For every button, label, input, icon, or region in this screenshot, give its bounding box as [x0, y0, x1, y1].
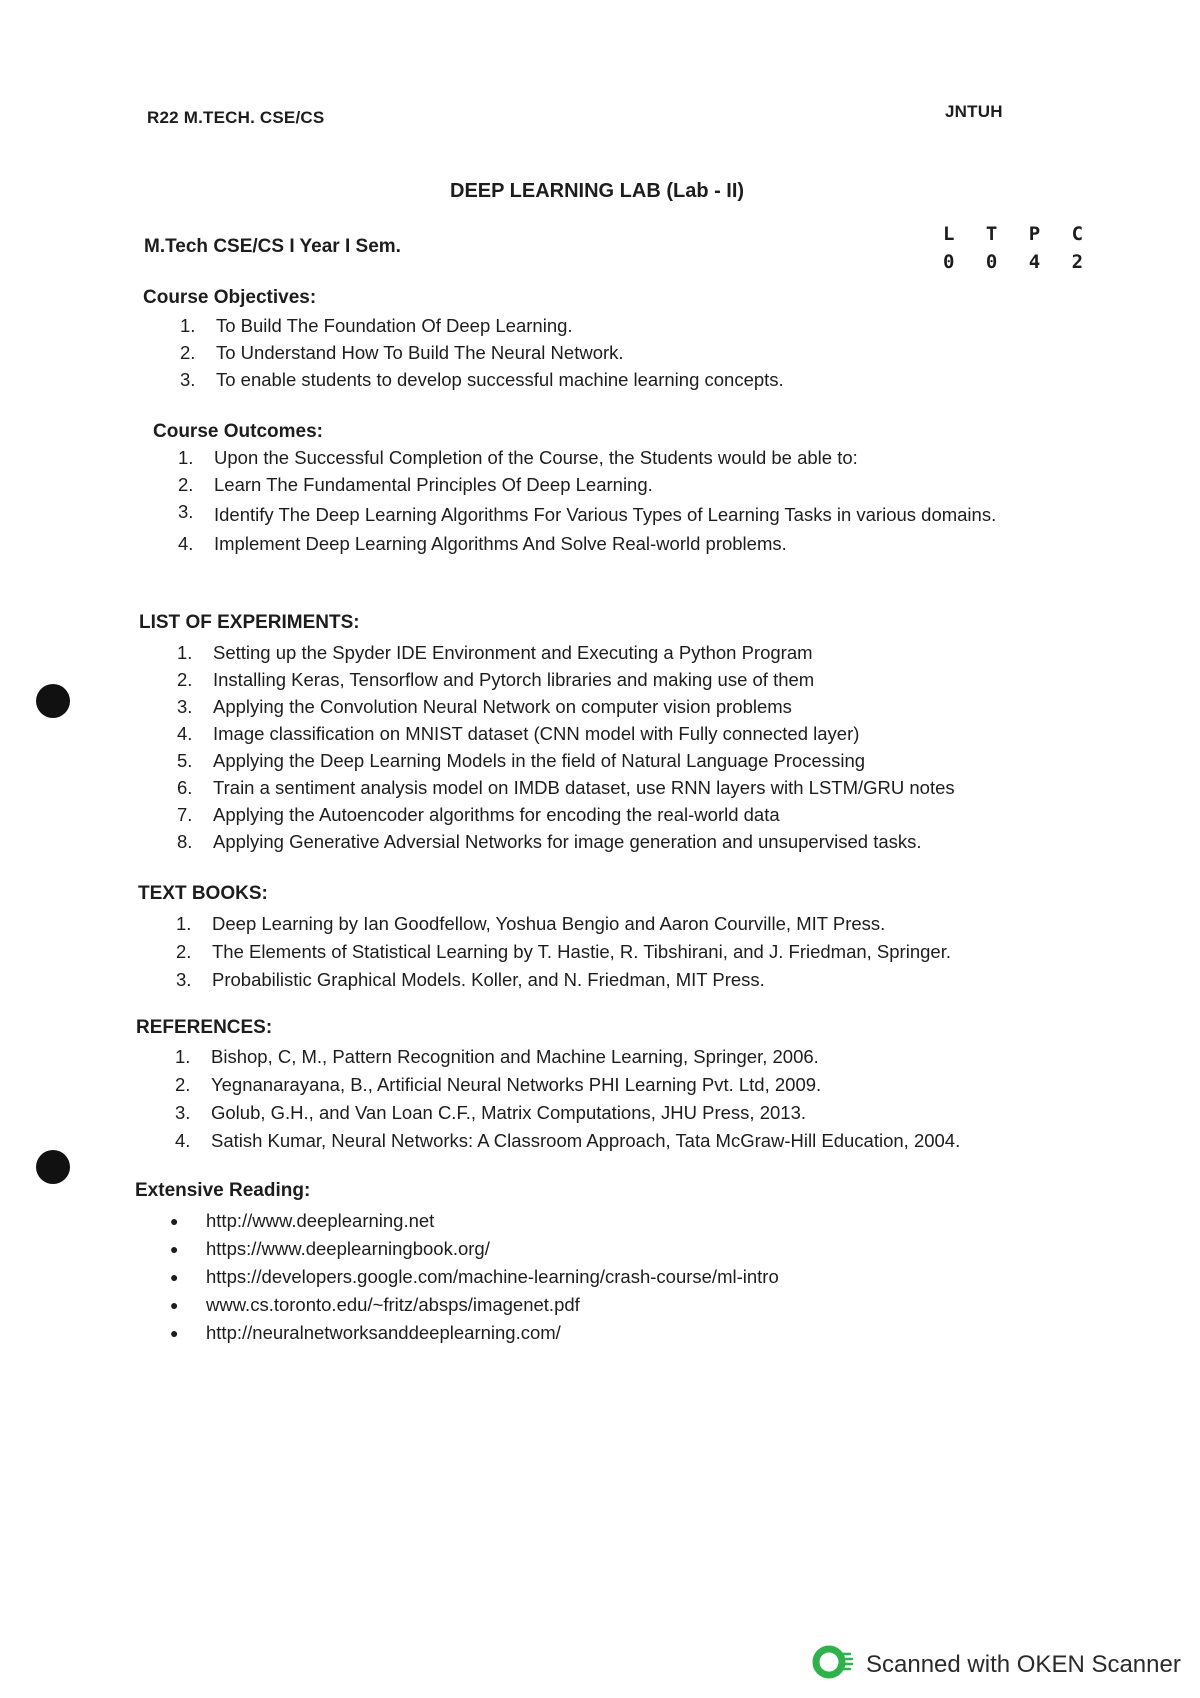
item-number: 5. [177, 750, 193, 771]
bullet-icon: ● [170, 1213, 179, 1229]
item-number: 1. [175, 1046, 191, 1067]
punch-hole-bottom [36, 1150, 70, 1184]
item-number: 4. [175, 1130, 191, 1151]
list-item [177, 804, 1077, 826]
item-text: Applying Generative Adversial Networks for image generation and unsupervised tasks. [213, 831, 922, 852]
list-item [170, 1294, 1070, 1316]
item-text: To Build The Foundation Of Deep Learning. [216, 315, 573, 336]
reading-list [170, 1210, 1070, 1344]
list-item [175, 1130, 1075, 1152]
item-text: Train a sentiment analysis model on IMDB dataset, use RNN layers with LSTM/GRU notes [213, 777, 955, 798]
item-number: 2. [180, 342, 196, 363]
item-text: Bishop, C, M., Pattern Recognition and Machine Learning, Springer, 2006. [211, 1046, 819, 1067]
reading-link[interactable]: http://www.deeplearning.net [206, 1210, 435, 1231]
list-item [180, 342, 1080, 364]
list-item [170, 1210, 1070, 1232]
header-regulation: R22 M.TECH. CSE/CS [147, 108, 325, 127]
item-text: Yegnanarayana, B., Artificial Neural Networks PHI Learning Pvt. Ltd, 2009. [211, 1074, 822, 1095]
list-item [177, 696, 1077, 718]
experiments-heading: LIST OF EXPERIMENTS: [139, 612, 360, 633]
ltpc-values: 0 0 4 2 [943, 251, 1094, 273]
list-item [176, 941, 1076, 963]
item-text: Setting up the Spyder IDE Environment and Executing a Python Program [213, 642, 813, 663]
outcomes-heading: Course Outcomes: [153, 421, 323, 442]
header-university: JNTUH [945, 102, 1003, 121]
item-text: Golub, G.H., and Van Loan C.F., Matrix Computations, JHU Press, 2013. [211, 1102, 807, 1123]
item-number: 6. [177, 777, 193, 798]
list-item [178, 501, 998, 528]
item-number: 2. [176, 941, 192, 962]
item-text: Deep Learning by Ian Goodfellow, Yoshua Bengio and Aaron Courville, MIT Press. [212, 913, 886, 934]
bullet-icon: ● [170, 1297, 179, 1313]
item-number: 3. [178, 501, 194, 522]
outcomes-list [178, 447, 998, 555]
item-text: Identify The Deep Learning Algorithms For Various Types of Learning Tasks in various domains. [214, 504, 997, 525]
reading-heading: Extensive Reading: [135, 1180, 311, 1201]
list-item [176, 913, 1076, 935]
item-text: Applying the Convolution Neural Network on computer vision problems [213, 696, 792, 717]
list-item [175, 1074, 1075, 1096]
reading-link[interactable]: www.cs.toronto.edu/~fritz/absps/imagenet.pdf [206, 1294, 580, 1315]
item-number: 2. [178, 474, 194, 495]
reading-link[interactable]: https://www.deeplearningbook.org/ [206, 1238, 490, 1259]
item-text: Upon the Successful Completion of the Course, the Students would be able to: [214, 447, 858, 468]
list-item [180, 315, 1080, 337]
item-text: Implement Deep Learning Algorithms And Solve Real-world problems. [214, 533, 787, 554]
item-number: 2. [177, 669, 193, 690]
semester-label: M.Tech CSE/CS I Year I Sem. [144, 236, 401, 257]
item-number: 8. [177, 831, 193, 852]
item-number: 3. [177, 696, 193, 717]
objectives-heading: Course Objectives: [143, 287, 317, 308]
item-number: 2. [175, 1074, 191, 1095]
list-item [178, 447, 998, 469]
item-number: 3. [180, 369, 196, 390]
item-text: To enable students to develop successful machine learning concepts. [216, 369, 784, 390]
bullet-icon: ● [170, 1325, 179, 1341]
list-item [177, 750, 1077, 772]
list-item [180, 369, 1080, 391]
item-number: 1. [178, 447, 194, 468]
item-text: To Understand How To Build The Neural Network. [216, 342, 624, 363]
experiments-list [177, 642, 1077, 853]
list-item [175, 1102, 1075, 1124]
item-text: Probabilistic Graphical Models. Koller, and N. Friedman, MIT Press. [212, 969, 765, 990]
item-number: 4. [178, 533, 194, 554]
references-heading: REFERENCES: [136, 1017, 273, 1038]
bullet-icon: ● [170, 1269, 179, 1285]
reading-link[interactable]: http://neuralnetworksanddeeplearning.com/ [206, 1322, 561, 1343]
item-text: Installing Keras, Tensorflow and Pytorch libraries and making use of them [213, 669, 815, 690]
punch-hole-top [36, 684, 70, 718]
list-item [176, 969, 1076, 991]
item-number: 7. [177, 804, 193, 825]
item-number: 3. [176, 969, 192, 990]
list-item [178, 474, 998, 496]
scanner-label: Scanned with OKEN Scanner [866, 1650, 1181, 1678]
item-number: 4. [177, 723, 193, 744]
textbooks-list [176, 913, 1076, 991]
ltpc-labels: L T P C [943, 223, 1094, 245]
item-text: Learn The Fundamental Principles Of Deep Learning. [214, 474, 653, 495]
list-item [177, 642, 1077, 664]
item-number: 1. [180, 315, 196, 336]
page-title: DEEP LEARNING LAB (Lab - II) [450, 180, 745, 202]
list-item [170, 1322, 1070, 1344]
textbooks-heading: TEXT BOOKS: [138, 883, 268, 904]
item-number: 3. [175, 1102, 191, 1123]
list-item [170, 1266, 1070, 1288]
references-list [175, 1046, 1075, 1152]
item-number: 1. [177, 642, 193, 663]
list-item [177, 723, 1077, 745]
list-item [175, 1046, 1075, 1068]
item-text: Applying the Autoencoder algorithms for encoding the real-world data [213, 804, 780, 825]
list-item [177, 669, 1077, 691]
list-item [177, 777, 1077, 799]
oken-scanner-logo-icon [812, 1645, 854, 1684]
item-text: The Elements of Statistical Learning by T. Hastie, R. Tibshirani, and J. Friedman, Springer. [212, 941, 951, 962]
item-number: 1. [176, 913, 192, 934]
scanner-watermark [812, 1645, 1181, 1684]
item-text: Image classification on MNIST dataset (CNN model with Fully connected layer) [213, 723, 860, 744]
list-item [177, 831, 1077, 853]
list-item [178, 533, 998, 555]
item-text: Applying the Deep Learning Models in the field of Natural Language Processing [213, 750, 866, 771]
objectives-list [180, 315, 1080, 391]
item-text: Satish Kumar, Neural Networks: A Classroom Approach, Tata McGraw-Hill Education, 2004. [211, 1130, 961, 1151]
reading-link[interactable]: https://developers.google.com/machine-learning/crash-course/ml-intro [206, 1266, 779, 1287]
list-item [170, 1238, 1070, 1260]
bullet-icon: ● [170, 1241, 179, 1257]
